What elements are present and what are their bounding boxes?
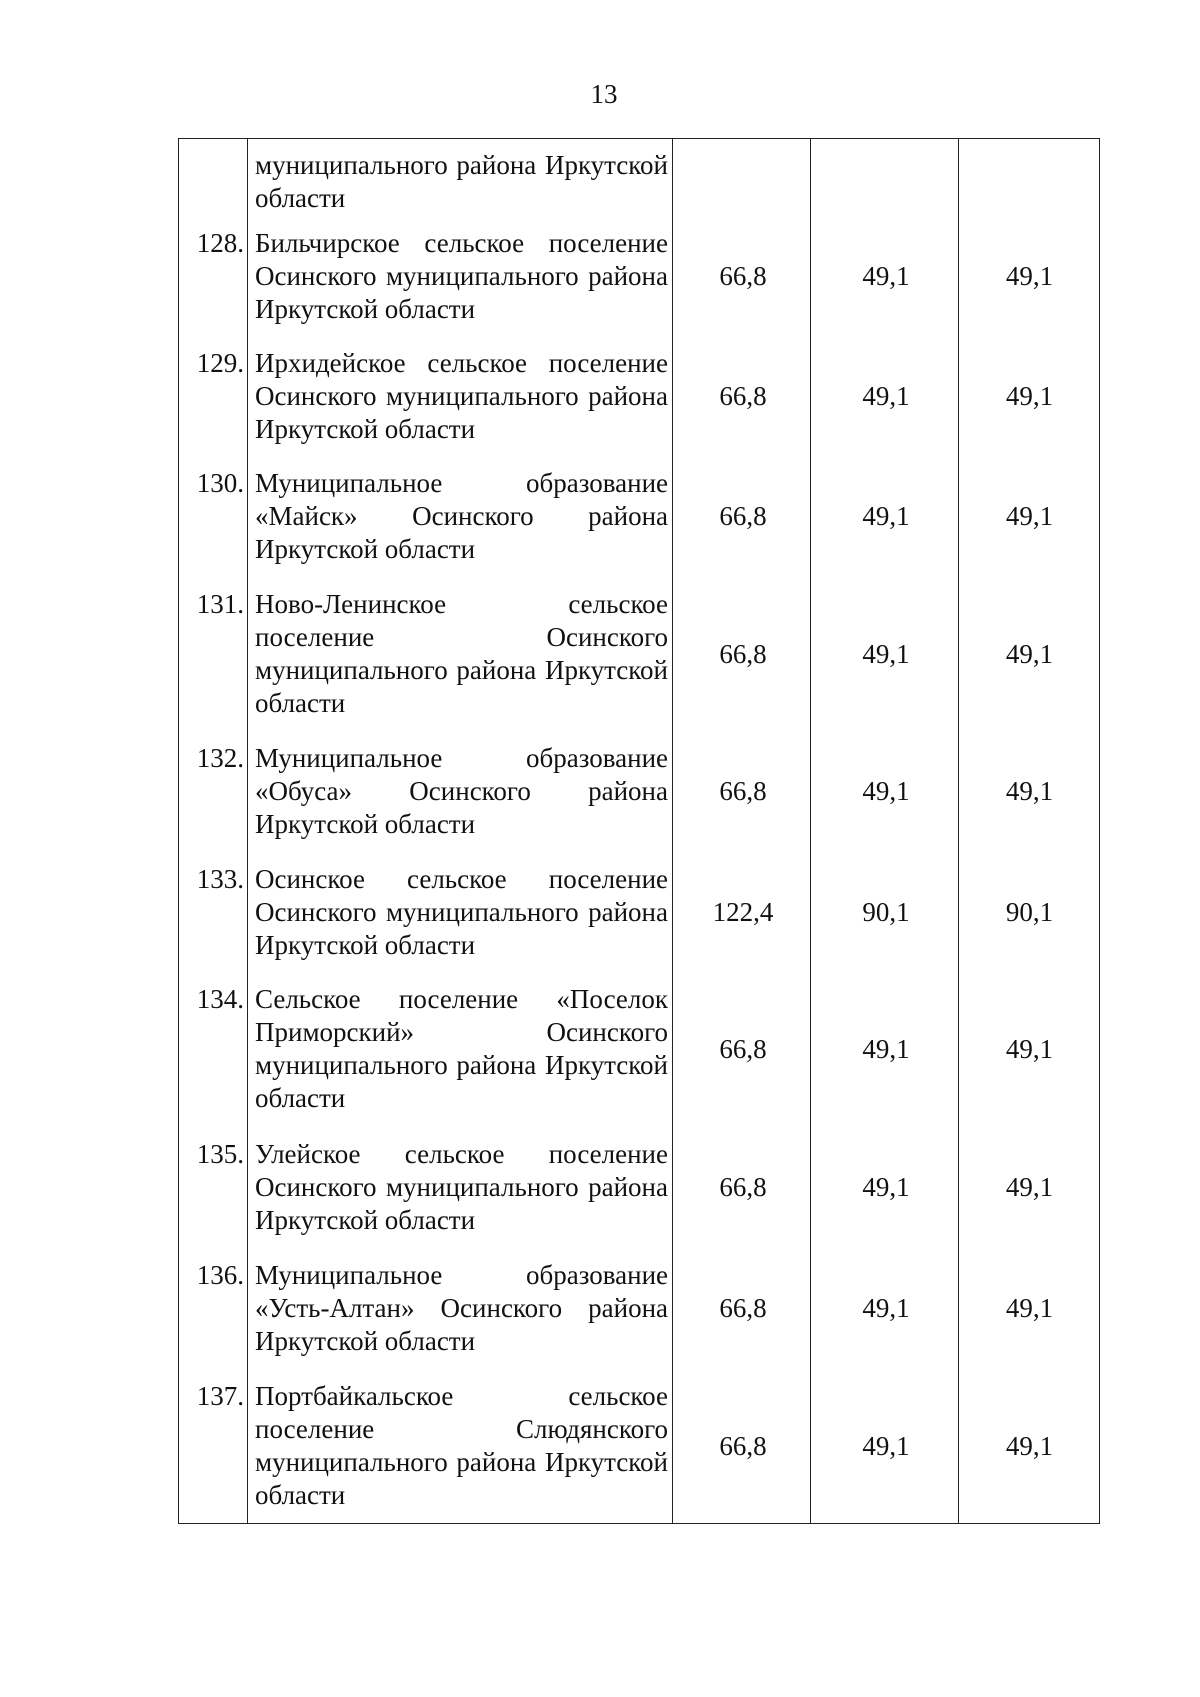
table-divider-name — [672, 139, 673, 1523]
settlement-name: Ново-Ленинское сельское поселение Осинского муниципального района Иркутской области — [255, 589, 668, 718]
row-number: 135. — [196, 1139, 244, 1169]
row-number: 136. — [196, 1260, 244, 1290]
table-row — [179, 742, 1099, 863]
value-2: 49,1 — [862, 776, 910, 806]
value-1: 66,8 — [719, 776, 767, 806]
value-1: 66,8 — [719, 381, 767, 411]
value-1: 122,4 — [712, 897, 774, 927]
row-number: 137. — [196, 1381, 244, 1411]
row-number: 133. — [196, 864, 244, 894]
value-3: 49,1 — [1005, 1033, 1054, 1064]
settlement-name: Муниципальное образование «Обуса» Осинского района Иркутской области — [255, 743, 668, 839]
row-number: 128. — [196, 228, 244, 258]
value-3: 49,1 — [1005, 261, 1054, 291]
settlement-name: Муниципальное образование «Майск» Осинского района Иркутской области — [255, 468, 668, 564]
table-divider-v1 — [810, 139, 811, 1523]
settlement-name: Муниципальное образование «Усть-Алтан» Осинского района Иркутской области — [255, 1260, 668, 1356]
value-2: 49,1 — [862, 1033, 910, 1064]
row-number: 129. — [196, 348, 244, 378]
settlements-table — [178, 138, 1100, 1524]
value-2: 49,1 — [862, 1430, 910, 1461]
table-row — [179, 588, 1099, 742]
value-2 — [812, 149, 960, 227]
value-3: 49,1 — [1005, 776, 1054, 806]
table-divider-v2 — [958, 139, 959, 1523]
value-2: 49,1 — [862, 1293, 910, 1323]
value-3: 49,1 — [1005, 1430, 1054, 1461]
value-3 — [960, 149, 1099, 227]
row-number: 131. — [196, 589, 244, 619]
table-row — [179, 227, 1099, 347]
value-1: 66,8 — [719, 1172, 767, 1202]
value-3: 90,1 — [1005, 897, 1054, 927]
table-divider-num — [247, 139, 248, 1523]
value-2: 90,1 — [862, 897, 910, 927]
row-number: 134. — [196, 984, 244, 1014]
value-3: 49,1 — [1005, 381, 1054, 411]
value-2: 49,1 — [862, 638, 910, 669]
value-2: 49,1 — [862, 1172, 910, 1202]
table-row — [179, 139, 1099, 227]
value-3: 49,1 — [1005, 1172, 1054, 1202]
settlement-name: Ирхидейское сельское поселение Осинского муниципального района Иркутской области — [255, 348, 668, 444]
settlement-name: Портбайкальское сельское поселение Слюдянского муниципального района Иркутской области — [255, 1381, 668, 1510]
value-1: 66,8 — [719, 1293, 767, 1323]
value-3: 49,1 — [1005, 638, 1054, 669]
value-2: 49,1 — [862, 381, 910, 411]
table-row — [179, 467, 1099, 588]
table-row — [179, 983, 1099, 1138]
table-row — [179, 1259, 1099, 1380]
table-row — [179, 1138, 1099, 1259]
value-1 — [674, 149, 812, 227]
settlement-name: муниципального района Иркутской области — [255, 150, 668, 213]
row-number: 132. — [196, 743, 244, 773]
value-3: 49,1 — [1005, 501, 1054, 531]
value-1: 66,8 — [719, 638, 767, 669]
value-1: 66,8 — [719, 1033, 767, 1064]
settlement-name: Сельское поселение «Поселок Приморский» Осинского муниципального района Иркутской области — [255, 984, 668, 1113]
value-3: 49,1 — [1005, 1293, 1054, 1323]
settlement-name: Бильчирское сельское поселение Осинского муниципального района Иркутской области — [255, 228, 668, 324]
settlement-name: Осинское сельское поселение Осинского муниципального района Иркутской области — [255, 864, 668, 960]
value-2: 49,1 — [862, 501, 910, 531]
value-1: 66,8 — [719, 261, 767, 291]
value-1: 66,8 — [719, 501, 767, 531]
settlement-name: Улейское сельское поселение Осинского муниципального района Иркутской области — [255, 1139, 668, 1235]
table-row — [179, 1380, 1099, 1523]
page-number: 13 — [590, 79, 618, 109]
row-number — [179, 149, 249, 227]
value-1: 66,8 — [719, 1430, 767, 1461]
value-2: 49,1 — [862, 261, 910, 291]
row-number: 130. — [196, 468, 244, 498]
table-row — [179, 863, 1099, 983]
table-row — [179, 347, 1099, 467]
